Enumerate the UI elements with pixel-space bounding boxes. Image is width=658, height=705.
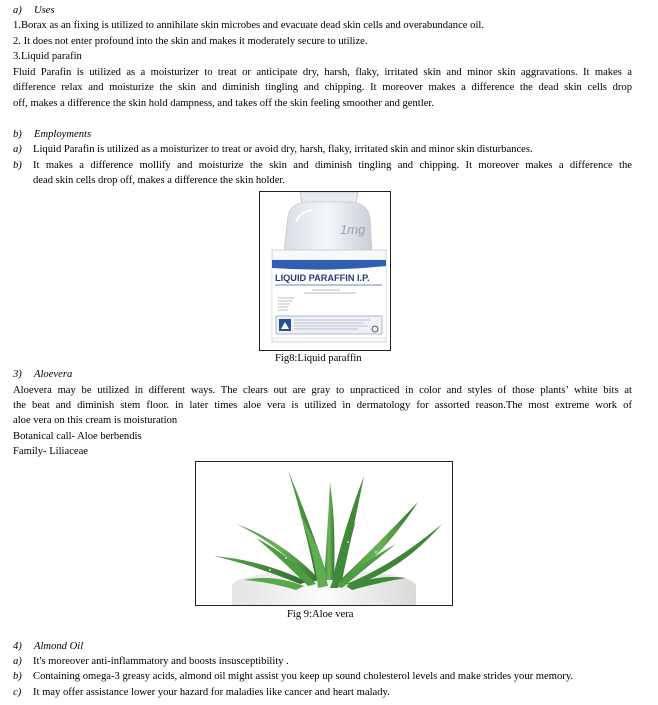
uses-heading-text: Uses [34,5,55,16]
aloevera-heading-text: Aloevera [34,369,73,380]
employments-item-b [13,158,632,174]
almond-heading [13,639,83,655]
uses-para-line-3: off, makes a difference the skin hold dampness, and takes off the skin feeling smoother and gentler. [13,98,434,109]
employments-item-a-marker: a) [13,144,22,155]
employments-heading [13,127,91,143]
employments-heading-marker: b) [13,129,22,140]
bottle-label-text: LIQUID PARAFFIN I.P. [275,273,370,283]
uses-line-2: 2. It does not enter profound into the skin and makes it moderately secure to utilize. [13,36,368,47]
liquid-paraffin-bottle-illustration [260,192,390,350]
employments-item-b-line-2: dead skin cells drop off, makes a difference the skin holder. [33,175,286,186]
figure8-caption: Fig8:Liquid paraffin [275,353,362,364]
almond-item-a-text: It's moreover anti-inflammatory and boosts insusceptibility . [33,656,289,667]
uses-para-line-1: Fluid Parafin is utilized as a moisturizer to treat or anticipate dry, harsh, flaky, irritated skin and minor skin aggravations. It makes a [13,67,632,78]
almond-item-b [13,669,573,685]
aloevera-botanical-name: Botanical call- Aloe berbendis [13,431,142,442]
aloevera-para-line-2: the beat and diminish stem floor. in later times aloe vera is utilized in dermatology for assorted reason.The most extreme work of [13,400,632,411]
almond-item-c-marker: c) [13,687,22,698]
aloevera-heading-marker: 3) [13,369,22,380]
employments-item-b-marker: b) [13,160,22,171]
almond-item-a [13,654,289,670]
almond-item-c [13,685,390,701]
almond-item-a-marker: a) [13,656,22,667]
employments-item-b-text: It makes a difference mollify and moisturize the skin and diminish tingling and chipping. It moreover makes a difference the [33,160,632,171]
liquid-paraffin-image [259,191,391,351]
employments-item-a [13,142,533,158]
uses-heading-marker: a) [13,5,22,16]
employments-heading-text: Employments [34,129,92,140]
almond-heading-marker: 4) [13,641,22,652]
aloevera-heading [13,367,72,383]
uses-para-line-2: difference relax and moisturize the skin and diminish tingling and chipping. It moreover makes a difference the dead skin cells drop [13,82,632,93]
almond-item-b-text: Containing omega-3 greasy acids, almond oil might assist you keep up sound cholesterol levels and make strides your memory. [33,671,574,682]
aloevera-para-line-3: aloe vera on this cream is moisturation [13,415,178,426]
employments-item-a-text: Liquid Parafin is utilized as a moisturizer to treat or avoid dry, harsh, flaky, irritated skin and minor skin disturbances. [33,144,533,155]
almond-item-b-marker: b) [13,671,22,682]
uses-line-3: 3.Liquid parafin [13,51,82,62]
watermark-text: 1mg [340,222,366,237]
figure9-caption: Fig 9:Aloe vera [287,609,354,620]
aloe-vera-plant-illustration [196,462,452,605]
almond-heading-text: Almond Oil [34,641,84,652]
almond-item-c-text: It may offer assistance lower your hazard for maladies like cancer and heart malady. [33,687,390,698]
uses-heading [13,3,55,19]
aloe-vera-image [195,461,453,606]
aloevera-para-line-1: Aloevera may be utilized in different ways. The clears out are gray to unpracticed in color and styles of those plants’ white bits at [13,385,632,396]
uses-line-1: 1.Borax as an fixing is utilized to annihilate skin microbes and evacuate dead skin cells and overabundance oil. [13,20,484,31]
aloevera-family: Family- Liliaceae [13,446,89,457]
